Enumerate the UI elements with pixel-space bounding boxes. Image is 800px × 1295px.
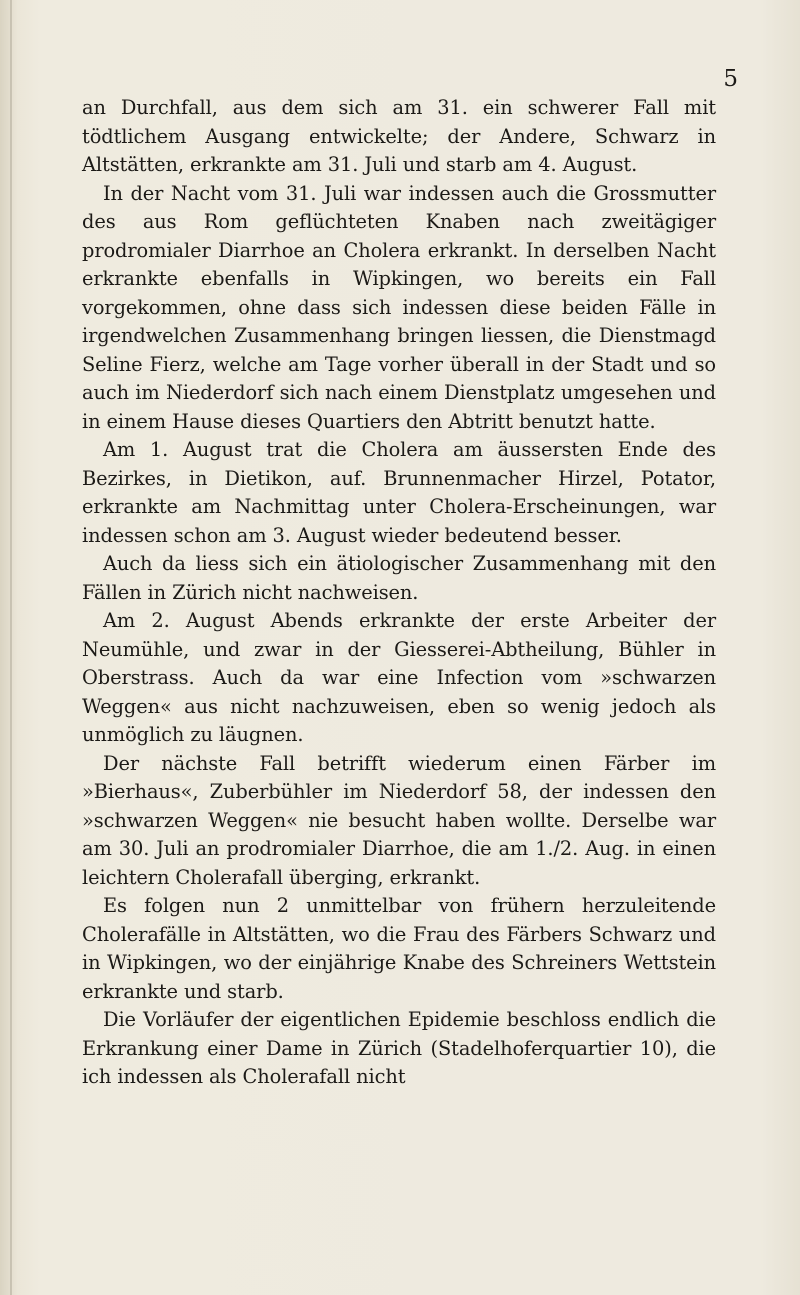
paragraph-1: an Durchfall, aus dem sich am 31. ein schwerer Fall mit tödtlichem Ausgang entwickelte; der Andere, Schwarz in Altstätten, erkrankte am 31. Juli und starb am 4. August. bbox=[82, 96, 716, 176]
paragraph-7: Es folgen nun 2 unmittelbar von frühern herzuleitende Cholerafälle in Altstätten, wo die Frau des Färbers Schwarz und in Wipkingen, wo der einjährige Knabe des Schreiners Wettstein erkrankte und starb. bbox=[82, 894, 716, 1003]
body-text bbox=[82, 94, 716, 1092]
paragraph-8: Die Vorläufer der eigentlichen Epidemie beschloss endlich die Erkrankung einer Dame in Zürich (Stadelhoferquartier 10), die ich indessen als Cholerafall nicht bbox=[82, 1008, 716, 1088]
paragraph-3: Am 1. August trat die Cholera am äussersten Ende des Bezirkes, in Dietikon, auf. Brunnenmacher Hirzel, Potator, erkrankte am Nachmittag unter Cholera-Erscheinungen, war indessen schon am 3. August wieder bedeutend besser. bbox=[82, 438, 716, 547]
page-spine-shadow bbox=[10, 0, 12, 1295]
paragraph-5: Am 2. August Abends erkrankte der erste Arbeiter der Neumühle, und zwar in der Giesserei-Abtheilung, Bühler in Oberstrass. Auch da war eine Infection vom »schwarzen Weggen« aus nicht nachzuweisen, eben so wenig jedoch als unmöglich zu läugnen. bbox=[82, 609, 716, 746]
paragraph-4: Auch da liess sich ein ätiologischer Zusammenhang mit den Fällen in Zürich nicht nachweisen. bbox=[82, 552, 716, 604]
paragraph-6: Der nächste Fall betrifft wiederum einen Färber im »Bierhaus«, Zuberbühler im Niederdorf 58, der indessen den »schwarzen Weggen« nie besucht haben wollte. Derselbe war am 30. Juli an prodromialer Diarrhoe, die am 1./2. Aug. in einen leichtern Cholerafall überging, erkrankt. bbox=[82, 751, 716, 889]
page-number: 5 bbox=[723, 66, 738, 92]
paragraph-2: In der Nacht vom 31. Juli war indessen auch die Grossmutter des aus Rom geflüchteten Knaben nach zweitägiger prodromialer Diarrhoe an Cholera erkrankt. In derselben Nacht erkrankte ebenfalls in Wipkingen, wo bereits ein Fall vorgekommen, ohne dass sich indessen diese beiden Fälle in irgendwelchen Zusammenhang bringen liessen, die Dienstmagd Seline Fierz, welche am Tage vorher überall in der Stadt und so auch im Niederdorf sich nach einem Dienstplatz umgesehen und in einem Hause dieses Quartiers den Abtritt benutzt hatte. bbox=[82, 181, 716, 433]
